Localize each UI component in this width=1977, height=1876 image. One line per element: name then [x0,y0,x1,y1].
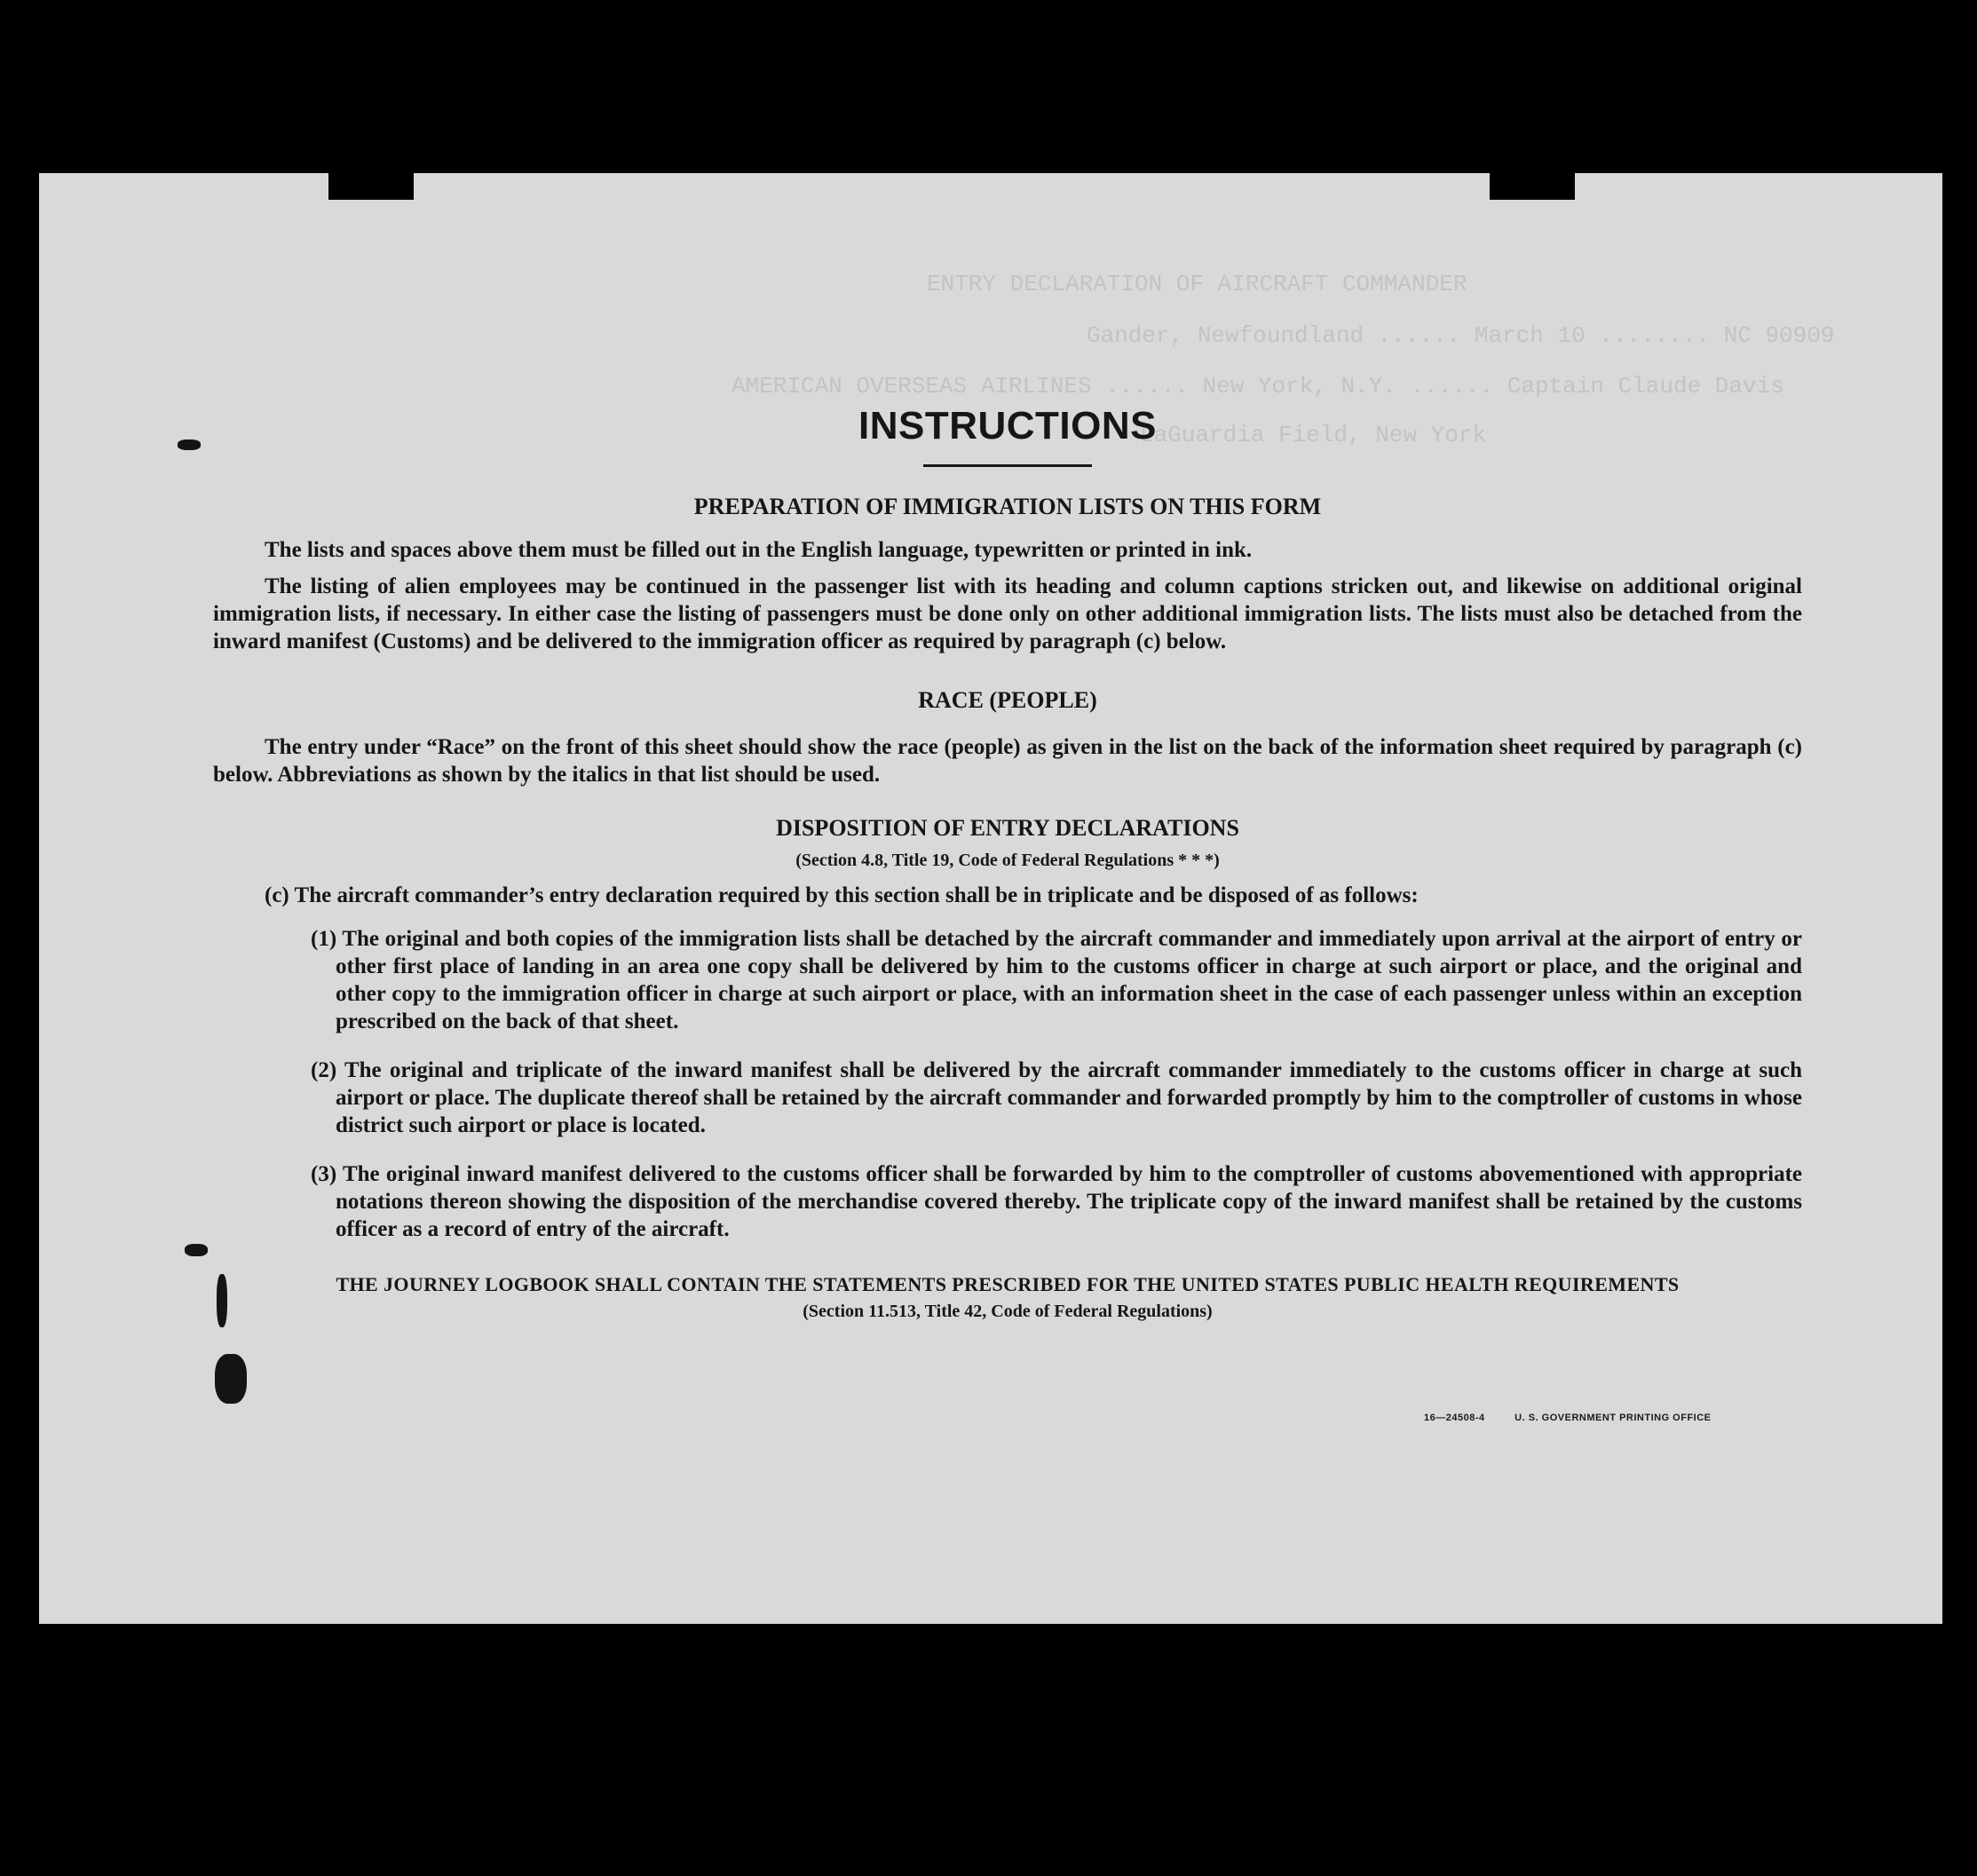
bleed-through-text: LaGuardia Field, New York [1140,422,1487,448]
citation-title-19: (Section 4.8, Title 19, Code of Federal Regulations * * *) [795,851,1220,870]
paragraph-alien-employees: The listing of alien employees may be continued in the passenger list with its heading and column captions stricken out, and likewise on additional original immigration lists, if necessary. In either case the listing of passengers must be done only on other additional immigration lists. The lists must also be detached from the inward manifest (Customs) and be delivered to the immigration officer as required by paragraph (c) below. [213,574,1802,653]
section-heading-race: RACE (PEOPLE) [918,687,1097,713]
printer-name: U. S. GOVERNMENT PRINTING OFFICE [1514,1413,1712,1423]
section-heading-preparation: PREPARATION OF IMMIGRATION LISTS ON THIS FORM [693,494,1322,519]
page-notch-right [1490,173,1575,200]
page-notch-left [328,173,414,200]
citation-title-42: (Section 11.513, Title 42, Code of Federal Regulations) [803,1302,1213,1321]
public-health-statement: THE JOURNEY LOGBOOK SHALL CONTAIN THE STATEMENTS PRESCRIBED FOR THE UNITED STATES PUBLIC HEALTH REQUIREMENTS [336,1273,1680,1295]
list-item-number: (2) [311,1058,337,1082]
ink-blot-mark [217,1274,227,1327]
list-item-text: The original and triplicate of the inward manifest shall be delivered by the aircraft commander immediately to the customs officer in charge at such airport or place. The duplicate thereof shall be retained by the aircraft commander and forwarded promptly by him to the comptroller of customs in whose district such airport or place is located. [336,1058,1802,1137]
document-page [39,173,1942,1624]
ink-blot-mark [215,1354,247,1404]
list-item [311,1057,1802,1139]
list-item-number: (1) [311,927,337,951]
paragraph-english-language: The lists and spaces above them must be filled out in the English language, typewritten or printed in ink. [265,538,1253,562]
ink-blot-mark [185,1244,208,1256]
list-item-number: (3) [311,1162,337,1186]
section-heading-disposition: DISPOSITION OF ENTRY DECLARATIONS [776,815,1239,841]
bleed-through-text: Gander, Newfoundland ...... March 10 ........ NC 90909 [1087,322,1835,349]
list-item-text: The original inward manifest delivered to the customs officer shall be forwarded by him to the comptroller of customs abovementioned with appropriate notations thereon showing the disposition of the merchandise covered thereby. The triplicate copy of the inward manifest shall be retained by the customs officer as a record of entry of the aircraft. [336,1162,1802,1241]
instructions-content [213,404,1802,1322]
list-item [311,1160,1802,1243]
list-item [311,925,1802,1035]
form-number: 16—24508-4 [1424,1413,1485,1423]
paragraph-c-lead: (c) The aircraft commander’s entry declaration required by this section shall be in triplicate and be disposed of as follows: [265,883,1419,907]
bleed-through-text: AMERICAN OVERSEAS AIRLINES ...... New York, N.Y. ...... Captain Claude Davis [731,373,1784,400]
list-item-text: The original and both copies of the immigration lists shall be detached by the aircraft commander and immediately upon arrival at the airport of entry or other first place of landing in an area one copy shall be delivered by him to the customs officer in charge at such airport or place, and the original and other copy to the immigration officer in charge at such airport or place, with an information sheet in the case of each passenger unless within an exception prescribed on the back of that sheet. [336,927,1802,1033]
ink-blot-mark [178,439,201,450]
bleed-through-text: ENTRY DECLARATION OF AIRCRAFT COMMANDER [927,271,1467,297]
paragraph-race: The entry under “Race” on the front of this sheet should show the race (people) as given in the list on the back of the information sheet required by paragraph (c) below. Abbreviations as shown by the italics in that list should be used. [213,735,1802,787]
title-underline [923,464,1092,467]
printer-imprint [1424,1413,1738,1423]
page-title: INSTRUCTIONS [858,404,1157,447]
